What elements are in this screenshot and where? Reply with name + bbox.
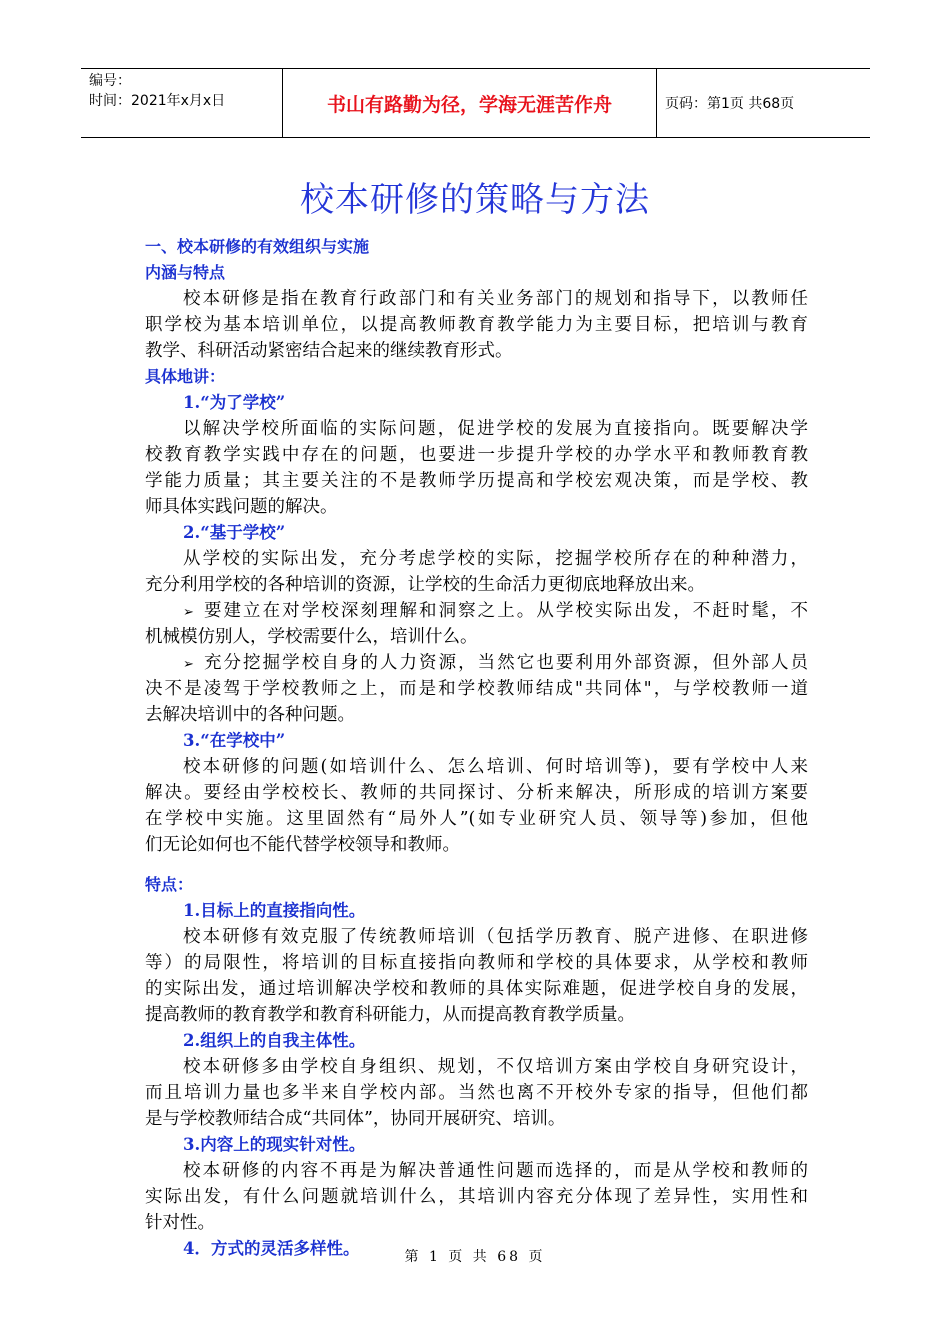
paragraph-line: 校本研修多由学校自身组织、规划，不仅培训方案由学校自身研究设计， — [183, 1057, 808, 1077]
paragraph-line: 校教育教学实践中存在的问题，也要进一步提升学校的办学水平和教师教育教 — [145, 445, 808, 465]
bullet-line — [145, 598, 808, 624]
spacer — [145, 858, 808, 872]
paragraph-line: 校本研修有效克服了传统教师培训（包括学历教育、脱产进修、在职进修 — [183, 927, 808, 947]
bullet-line — [145, 650, 808, 676]
paragraph-line: 从学校的实际出发，充分考虑学校的实际，挖掘学校所存在的种种潜力， — [183, 549, 808, 569]
number-label: 编号： — [89, 73, 131, 89]
paragraph-line: 以解决学校所面临的实际问题，促进学校的发展为直接指向。既要解决学 — [183, 419, 808, 439]
paragraph-line: 解决。要经由学校校长、教师的共同探讨、分析来解决，所形成的培训方案要 — [145, 783, 808, 803]
point-heading: 3.“在学校中” — [183, 731, 286, 750]
paragraph-line: 校本研修的问题(如培训什么、怎么培训、何时培训等)，要有学校中人来 — [183, 757, 808, 777]
paragraph-line: 的实际出发，通过培训解决学校和教师的具体实际难题，促进学校自身的发展， — [145, 979, 808, 999]
subheading-specific: 具体地讲： — [145, 367, 226, 386]
paragraph-line: 而且培训力量也多半来自学校内部。当然也离不开校外专家的指导，但他们都 — [145, 1083, 808, 1103]
subheading-meaning: 内涵与特点 — [145, 263, 226, 282]
subheading-features: 特点： — [145, 875, 194, 894]
paragraph-line: 针对性。 — [145, 1213, 215, 1233]
header-page-info: 页码：第1页 共68页 — [665, 96, 795, 112]
section-heading: 一、校本研修的有效组织与实施 — [145, 237, 370, 256]
header-meta-cell — [81, 69, 283, 137]
document-body — [145, 234, 808, 1262]
paragraph-line: 师具体实践问题的解决。 — [145, 497, 338, 517]
header-motto: 书山有路勤为径，学海无涯苦作舟 — [283, 69, 657, 137]
paragraph-line: 教学、科研活动紧密结合起来的继续教育形式。 — [145, 341, 513, 361]
paragraph-line: 提高教师的教育教学和教育科研能力，从而提高教育教学质量。 — [145, 1005, 635, 1025]
paragraph-line: 是与学校教师结合成“共同体”，协同开展研究、培训。 — [145, 1109, 566, 1129]
arrow-bullet-icon: ➢ — [183, 605, 194, 620]
paragraph-line: 校本研修是指在教育行政部门和有关业务部门的规划和指导下，以教师任 — [183, 289, 808, 309]
paragraph-line: 决不是凌驾于学校教师之上，而是和学校教师结成"共同体"，与学校教师一道 — [145, 679, 808, 699]
paragraph-line: 校本研修的内容不再是为解决普通性问题而选择的，而是从学校和教师的 — [183, 1161, 808, 1181]
paragraph-line: 在学校中实施。这里固然有“局外人”(如专业研究人员、领导等)参加，但他 — [145, 809, 808, 829]
point-heading: 1.目标上的直接指向性。 — [183, 901, 366, 920]
document-title: 校本研修的策略与方法 — [300, 180, 650, 220]
paragraph-line: 学能力质量；其主要关注的不是教师学历提高和学校宏观决策，而是学校、教 — [145, 471, 808, 491]
arrow-bullet-icon: ➢ — [183, 657, 194, 672]
bullet-text: 充分挖掘学校自身的人力资源，当然它也要利用外部资源，但外部人员 — [201, 653, 808, 673]
header-table — [81, 68, 870, 138]
point-heading: 4．方式的灵活多样性。 — [183, 1239, 360, 1258]
point-heading: 1.“为了学校” — [183, 393, 286, 412]
bullet-text: 要建立在对学校深刻理解和洞察之上。从学校实际出发，不赶时髦，不 — [201, 601, 808, 621]
point-heading: 2.组织上的自我主体性。 — [183, 1031, 366, 1050]
paragraph-line: 机械模仿别人，学校需要什么，培训什么。 — [145, 627, 478, 647]
paragraph-line: 等）的局限性，将培训的目标直接指向教师和学校的具体要求，从学校和教师 — [145, 953, 808, 973]
point-heading: 3.内容上的现实针对性。 — [183, 1135, 366, 1154]
paragraph-line: 们无论如何也不能代替学校领导和教师。 — [145, 835, 460, 855]
point-heading: 2.“基于学校” — [183, 523, 286, 542]
time-label: 时间：2021年x月x日 — [89, 93, 226, 109]
page-footer: 第 1 页 共 68 页 — [404, 1249, 546, 1265]
paragraph-line: 实际出发，有什么问题就培训什么，其培训内容充分体现了差异性，实用性和 — [145, 1187, 808, 1207]
paragraph-line: 充分利用学校的各种培训的资源，让学校的生命活力更彻底地释放出来。 — [145, 575, 705, 595]
paragraph-line: 职学校为基本培训单位，以提高教师教育教学能力为主要目标，把培训与教育 — [145, 315, 808, 335]
paragraph-line: 去解决培训中的各种问题。 — [145, 705, 355, 725]
